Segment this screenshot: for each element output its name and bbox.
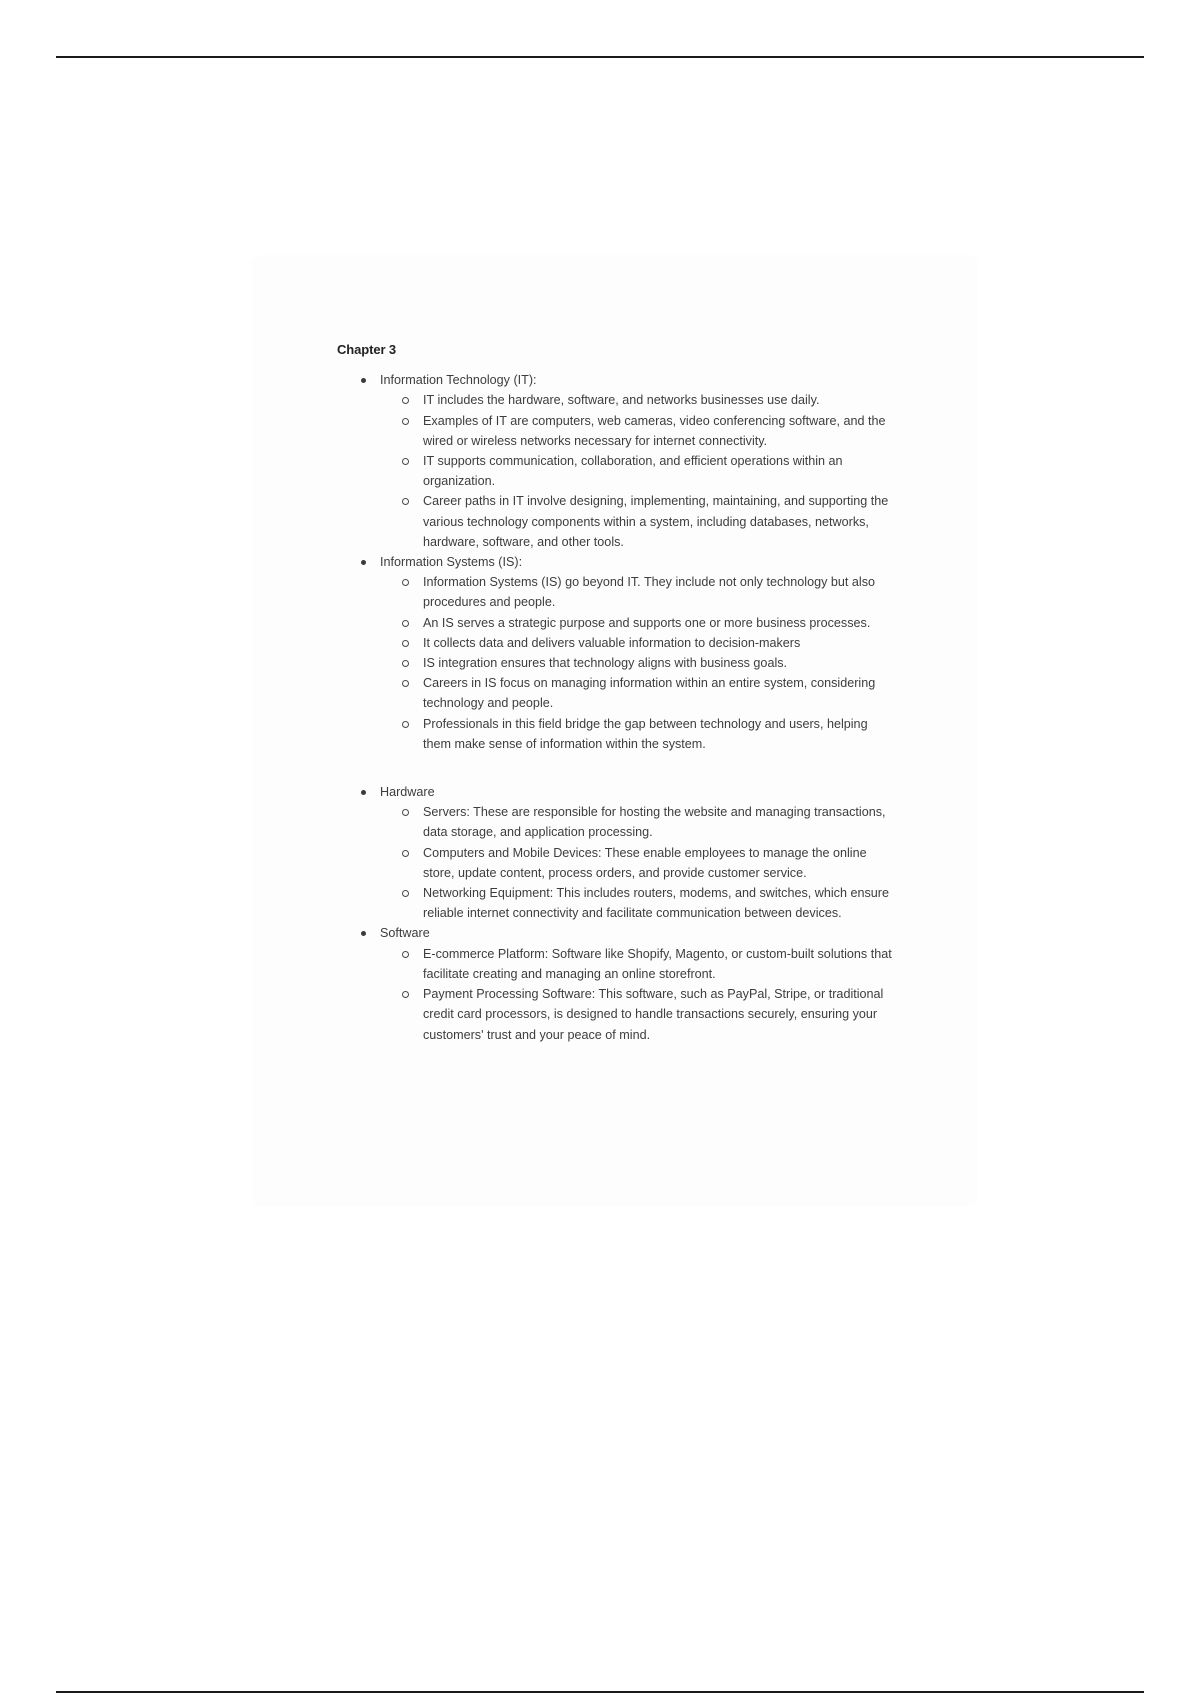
hollow-bullet-icon (402, 498, 409, 505)
sub-item-text: IS integration ensures that technology aligns with business goals. (423, 656, 788, 671)
footer-rule (56, 1691, 1144, 1693)
hollow-bullet-icon (402, 640, 409, 647)
sub-item-text: IT supports communication, collaboration, and efficient operations within an organization. (423, 454, 843, 489)
sub-item-text: An IS serves a strategic purpose and supports one or more business processes. (423, 615, 871, 630)
sub-list (380, 390, 897, 552)
section-heading: Software (380, 926, 430, 941)
outline-item-is (337, 552, 897, 782)
sub-item-text: Payment Processing Software: This software, such as PayPal, Stripe, or traditional credit card processors, is designed to handle transactions securely, ensuring your customers' trust and your peace of mind. (423, 987, 884, 1042)
hollow-bullet-icon (402, 890, 409, 897)
sub-item-text: It collects data and delivers valuable information to decision-makers (423, 635, 801, 650)
chapter-title: Chapter 3 (337, 342, 397, 357)
filled-bullet-icon (361, 378, 366, 383)
hollow-bullet-icon (402, 660, 409, 667)
sub-list-item (380, 673, 897, 713)
outline-list (337, 370, 897, 1045)
sub-list (380, 802, 897, 923)
document-body (337, 340, 897, 1045)
sub-list (380, 572, 897, 754)
hollow-bullet-icon (402, 620, 409, 627)
hollow-bullet-icon (402, 680, 409, 687)
sub-list-item (380, 613, 897, 633)
hollow-bullet-icon (402, 418, 409, 425)
sub-item-text: Careers in IS focus on managing information within an entire system, considering technology and people. (423, 676, 876, 711)
sub-item-text: E-commerce Platform: Software like Shopify, Magento, or custom-built solutions that facilitate creating and managing an online storefront. (423, 946, 892, 981)
sub-list-item (380, 491, 897, 552)
sub-list-item (380, 843, 897, 883)
sub-list-item (380, 390, 897, 410)
outline-item-software (337, 923, 897, 1044)
hollow-bullet-icon (402, 850, 409, 857)
sub-item-text: Professionals in this field bridge the gap between technology and users, helping them make sense of information within the system. (423, 716, 868, 751)
sub-item-text: Servers: These are responsible for hosting the website and managing transactions, data storage, and application processing. (423, 805, 886, 840)
sub-item-text: Career paths in IT involve designing, implementing, maintaining, and supporting the various technology components within a system, including databases, networks, hardware, software, and other tools. (423, 494, 889, 549)
filled-bullet-icon (361, 560, 366, 565)
sub-list-item (380, 984, 897, 1045)
sub-list-item (380, 944, 897, 984)
sub-list-item (380, 633, 897, 653)
sub-list-item (380, 714, 897, 754)
sub-list-item (380, 572, 897, 612)
hollow-bullet-icon (402, 458, 409, 465)
sub-item-text: Information Systems (IS) go beyond IT. They include not only technology but also procedures and people. (423, 575, 875, 610)
hollow-bullet-icon (402, 397, 409, 404)
section-heading: Hardware (380, 785, 435, 800)
section-heading: Information Technology (IT): (380, 373, 537, 388)
sub-list (380, 944, 897, 1045)
hollow-bullet-icon (402, 951, 409, 958)
hollow-bullet-icon (402, 721, 409, 728)
outline-item-it (337, 370, 897, 552)
outline-item-hardware (337, 782, 897, 923)
sub-item-text: Computers and Mobile Devices: These enable employees to manage the online store, update content, process orders, and provide customer service. (423, 845, 867, 880)
sub-list-item (380, 653, 897, 673)
filled-bullet-icon (361, 790, 366, 795)
sub-list-item (380, 451, 897, 491)
sub-list-item (380, 883, 897, 923)
hollow-bullet-icon (402, 579, 409, 586)
header-rule (56, 56, 1144, 58)
filled-bullet-icon (361, 931, 366, 936)
blank-line (380, 754, 897, 782)
sub-list-item (380, 411, 897, 451)
hollow-bullet-icon (402, 809, 409, 816)
sub-item-text: Examples of IT are computers, web cameras, video conferencing software, and the wired or wireless networks necessary for internet connectivity. (423, 413, 886, 448)
sub-list-item (380, 802, 897, 842)
sub-item-text: IT includes the hardware, software, and networks businesses use daily. (423, 393, 820, 408)
section-heading: Information Systems (IS): (380, 555, 523, 570)
hollow-bullet-icon (402, 991, 409, 998)
sub-item-text: Networking Equipment: This includes routers, modems, and switches, which ensure reliable internet connectivity and facilitate communication between devices. (423, 886, 889, 921)
